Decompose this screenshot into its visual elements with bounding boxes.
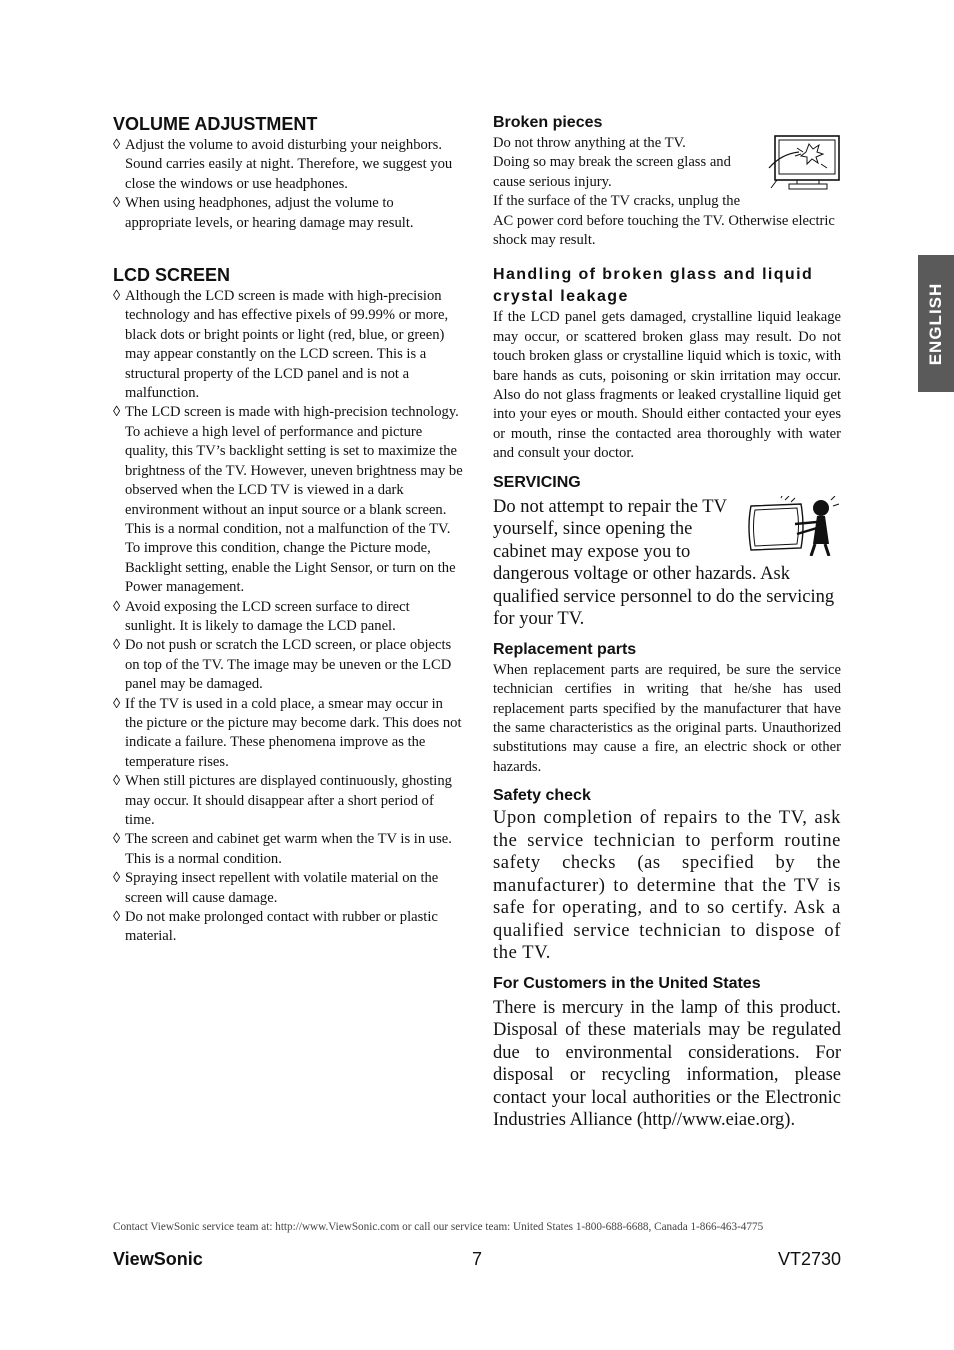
handling-heading: Handling of broken glass and liquid crystal leakage bbox=[493, 266, 814, 306]
list-item: ◊ Do not push or scratch the LCD screen, or place objects on top of the TV. The image may be uneven or the LCD panel may be damaged. bbox=[113, 637, 452, 693]
right-column bbox=[493, 112, 841, 1132]
lcd-heading: LCD SCREEN bbox=[113, 265, 231, 286]
bullet-icon: ◊ bbox=[113, 137, 121, 153]
servicing-heading: SERVICING bbox=[493, 473, 581, 491]
safety-text: Upon completion of repairs to the TV, ask the service technician to perform routine safety checks (as specified by the manufacturer) to determine that the TV is safe for operating, and to so certify. Ask a qualified service technician to dispose of the TV. bbox=[493, 808, 841, 964]
lcd-list bbox=[113, 287, 463, 947]
brand-name: ViewSonic bbox=[113, 1249, 203, 1269]
page-number: 7 bbox=[472, 1249, 483, 1269]
handling-text: If the LCD panel gets damaged, crystalline liquid leakage may occur, or scattered broken glass may result. Do not touch broken glass or crystalline liquid which is toxic, with bare hands as cuts, poisoning or skin irritation may occur. Also do not glass fragments or leaked crystalline liquid get into your eyes or mouth. Should either contacted your eyes or mouth, rinse the contacted area thoroughly with water and consult your doctor. bbox=[493, 309, 841, 462]
bullet-icon: ◊ bbox=[113, 637, 121, 654]
language-tab-label: ENGLISH bbox=[926, 282, 945, 365]
left-column bbox=[113, 112, 463, 947]
bullet-icon: ◊ bbox=[113, 773, 121, 790]
customers-text: There is mercury in the lamp of this product. Disposal of these materials may be regulated due to environmental considerations. For disposal or recycling information, please contact your local authorities or the Electronic Industries Alliance (http//www.eiae.org). bbox=[493, 997, 841, 1131]
list-item: ◊ Avoid exposing the LCD screen surface to direct sunlight. It is likely to damage the LCD panel. bbox=[113, 598, 410, 634]
list-item: ◊ Spraying insect repellent with volatile material on the screen will cause damage. bbox=[113, 870, 439, 906]
list-item: ◊ When still pictures are displayed continuously, ghosting may occur. It should disappear after a short period of time. bbox=[113, 773, 452, 828]
contact-line: Contact ViewSonic service team at: http://www.ViewSonic.com or call our service team: United States 1-800-688-6688, Canada 1-866-463-4775 bbox=[113, 1221, 764, 1233]
list-item: ◊ The screen and cabinet get warm when the TV is in use. This is a normal condition. bbox=[113, 831, 452, 867]
model-number: VT2730 bbox=[777, 1249, 841, 1269]
replacement-heading: Replacement parts bbox=[493, 640, 637, 658]
bullet-icon: ◊ bbox=[113, 404, 121, 421]
list-item: ◊ If the TV is used in a cold place, a smear may occur in the picture or the picture may become dark. This does not indicate a failure. These phenomena improve as the temperature rises. bbox=[113, 695, 462, 770]
broken-pieces-text: Do not throw anything at the TV. Doing so may break the screen glass and cause serious injury. If the surface of the TV cracks, unplug the AC power cord before touching the TV. Otherwise electric shock may result. bbox=[493, 134, 841, 250]
volume-list bbox=[113, 136, 463, 233]
page-footer bbox=[113, 1249, 841, 1273]
broken-pieces-heading: Broken pieces bbox=[493, 114, 603, 131]
bullet-icon: ◊ bbox=[113, 831, 121, 848]
list-item: ◊ Do not make prolonged contact with rubber or plastic material. bbox=[113, 909, 438, 945]
volume-heading: VOLUME ADJUSTMENT bbox=[113, 114, 318, 134]
replacement-text: When replacement parts are required, be sure the service technician certifies in writing that he/she has used replacement parts specified by the manufacturer that have the same characteristics as the original parts. Unauthorized substitutions may cause a fire, an electric shock or other hazards. bbox=[493, 661, 841, 775]
bullet-icon: ◊ bbox=[113, 598, 121, 615]
list-item: ◊ Although the LCD screen is made with high-precision technology and has effective pixels of 99.99% or more, black dots or bright points or light (red, blue, or green) may appear constantly on the LCD screen. This is a structural property of the LCD panel and is not a malfunction. bbox=[113, 288, 449, 402]
list-item: ◊ When using headphones, adjust the volume to appropriate levels, or hearing damage may result. bbox=[113, 195, 414, 231]
bullet-icon: ◊ bbox=[113, 909, 121, 926]
technician-repair-icon bbox=[745, 496, 841, 556]
customers-heading: For Customers in the United States bbox=[493, 974, 761, 992]
bullet-icon: ◊ bbox=[113, 870, 121, 887]
bullet-icon: ◊ bbox=[113, 195, 121, 212]
bullet-icon: ◊ bbox=[113, 695, 121, 712]
bullet-icon: ◊ bbox=[113, 288, 121, 305]
servicing-text: Do not attempt to repair the TV yourself, since opening the cabinet may expose you to dangerous voltage or other hazards. Ask qualified service personnel to do the servicing for your TV. bbox=[493, 496, 841, 631]
safety-heading: Safety check bbox=[493, 787, 591, 805]
tv-broken-screen-icon bbox=[767, 134, 841, 196]
list-item: ◊ Adjust the volume to avoid disturbing your neighbors. Sound carries easily at night. Therefore, we suggest you close the windows or use headphones. bbox=[113, 137, 453, 192]
language-tab bbox=[918, 255, 954, 392]
list-item: ◊ The LCD screen is made with high-precision technology. To achieve a high level of performance and picture quality, this TV’s backlight setting is set to maximize the brightness of the TV. However, uneven brightness may be observed when the LCD TV is viewed in a dark environment without an input source or a blank screen. This is a normal condition, not a malfunction of the TV. To improve this condition, change the Picture mode, Backlight setting, enable the Light Sensor, or turn on the Power management. bbox=[113, 404, 463, 596]
